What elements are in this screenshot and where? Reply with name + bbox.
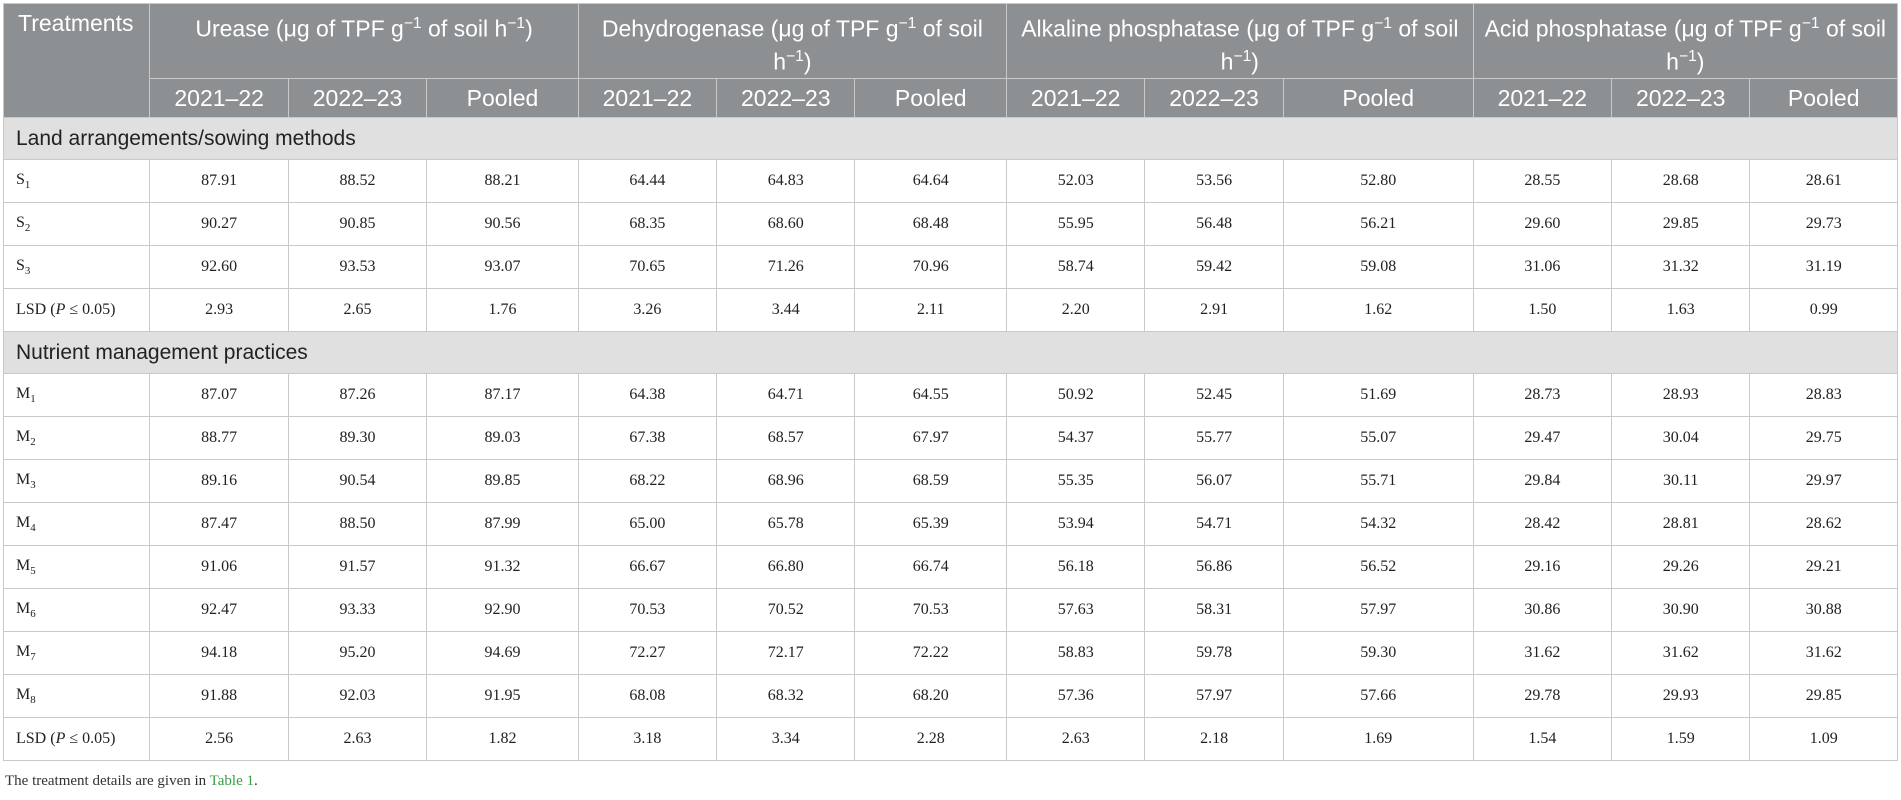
value-cell: 52.80 [1283,160,1473,203]
value-cell: 30.86 [1473,589,1611,632]
lsd-row [4,289,1898,332]
value-cell: 89.03 [427,417,579,460]
group-label-post: ) [803,48,812,75]
value-cell: 56.52 [1283,546,1473,589]
enzyme-group-header [1007,4,1474,79]
value-cell: 88.77 [150,417,288,460]
lsd-value-cell: 2.18 [1145,718,1283,761]
table-row [4,203,1898,246]
value-cell: 64.38 [578,374,716,417]
treatment-base: M [16,642,31,660]
value-cell: 55.07 [1283,417,1473,460]
year-header: 2021–22 [1007,79,1145,118]
table-row [4,460,1898,503]
value-cell: 51.69 [1283,374,1473,417]
value-cell: 68.22 [578,460,716,503]
value-cell: 56.86 [1145,546,1283,589]
value-cell: 66.80 [717,546,855,589]
group-label-mid: g of TPF g [1694,15,1802,42]
treatment-base: M [16,384,31,402]
value-cell: 28.62 [1750,503,1898,546]
value-cell: 31.62 [1612,632,1750,675]
value-cell: 28.73 [1473,374,1611,417]
lsd-value-cell: 1.69 [1283,718,1473,761]
value-cell: 72.27 [578,632,716,675]
group-label-exp2: −1 [507,15,526,32]
value-cell: 70.53 [578,589,716,632]
value-cell: 64.64 [855,160,1007,203]
section-title: Land arrangements/sowing methods [4,118,1898,160]
value-cell: 30.11 [1612,460,1750,503]
treatment-label [4,589,150,632]
value-cell: 68.96 [717,460,855,503]
treatment-base: S [16,213,25,231]
group-label-mid2: of soil h [1220,15,1459,75]
value-cell: 53.94 [1007,503,1145,546]
table-row [4,632,1898,675]
value-cell: 29.78 [1473,675,1611,718]
treatment-sub: 3 [24,265,31,278]
lsd-label-pre: LSD ( [16,730,56,747]
lsd-value-cell: 2.28 [855,718,1007,761]
treatment-sub: 4 [30,522,36,535]
value-cell: 91.57 [288,546,426,589]
lsd-label-p: P [55,730,66,747]
treatment-sub: 8 [30,694,36,707]
lsd-value-cell: 0.99 [1750,289,1898,332]
value-cell: 91.06 [150,546,288,589]
year-header: Pooled [855,79,1007,118]
value-cell: 87.91 [150,160,288,203]
value-cell: 57.36 [1007,675,1145,718]
lsd-value-cell: 2.63 [288,718,426,761]
group-label-pre: Urease ( [195,15,284,42]
table-footnote [3,773,1898,790]
treatment-label [4,160,150,203]
value-cell: 29.47 [1473,417,1611,460]
value-cell: 55.35 [1007,460,1145,503]
group-label-pre: Acid phosphatase ( [1484,15,1682,42]
treatments-header: Treatments [4,4,150,118]
value-cell: 54.32 [1283,503,1473,546]
value-cell: 66.67 [578,546,716,589]
lsd-value-cell: 1.82 [427,718,579,761]
value-cell: 58.74 [1007,246,1145,289]
value-cell: 91.95 [427,675,579,718]
footnote-text: The treatment details are given in [5,773,210,789]
value-cell: 87.17 [427,374,579,417]
value-cell: 56.07 [1145,460,1283,503]
treatment-label [4,632,150,675]
year-header: 2021–22 [1473,79,1611,118]
value-cell: 88.52 [288,160,426,203]
treatment-base: S [16,170,25,188]
group-label-mid: g of TPF g [296,15,404,42]
value-cell: 67.38 [578,417,716,460]
value-cell: 64.55 [855,374,1007,417]
value-cell: 87.47 [150,503,288,546]
value-cell: 28.93 [1612,374,1750,417]
value-cell: 29.93 [1612,675,1750,718]
enzyme-group-header [1473,4,1897,79]
value-cell: 31.06 [1473,246,1611,289]
treatment-base: S [16,256,25,274]
section-title: Nutrient management practices [4,332,1898,374]
value-cell: 65.00 [578,503,716,546]
value-cell: 65.39 [855,503,1007,546]
year-header: 2022–23 [717,79,855,118]
lsd-label-p: P [55,301,66,318]
lsd-value-cell: 1.59 [1612,718,1750,761]
lsd-label-post: ≤ 0.05) [65,730,116,747]
value-cell: 54.37 [1007,417,1145,460]
lsd-label [4,718,150,761]
lsd-value-cell: 1.50 [1473,289,1611,332]
value-cell: 29.26 [1612,546,1750,589]
group-label-post: ) [1696,48,1705,75]
group-label-post: ) [525,15,533,42]
treatment-base: M [16,470,31,488]
value-cell: 28.68 [1612,160,1750,203]
value-cell: 53.56 [1145,160,1283,203]
value-cell: 56.48 [1145,203,1283,246]
value-cell: 30.90 [1612,589,1750,632]
value-cell: 28.83 [1750,374,1898,417]
value-cell: 31.32 [1612,246,1750,289]
value-cell: 94.69 [427,632,579,675]
lsd-value-cell: 2.93 [150,289,288,332]
value-cell: 29.21 [1750,546,1898,589]
value-cell: 65.78 [717,503,855,546]
value-cell: 89.16 [150,460,288,503]
table-row [4,417,1898,460]
value-cell: 30.88 [1750,589,1898,632]
treatment-sub: 6 [30,608,36,621]
group-label-pre: Alkaline phosphatase ( [1021,15,1254,42]
lsd-label-post: ≤ 0.05) [65,301,116,318]
treatment-sub: 3 [30,479,36,492]
value-cell: 28.81 [1612,503,1750,546]
lsd-label [4,289,150,332]
lsd-value-cell: 2.65 [288,289,426,332]
year-header: Pooled [1750,79,1898,118]
treatment-label [4,203,150,246]
value-cell: 59.78 [1145,632,1283,675]
value-cell: 91.32 [427,546,579,589]
lsd-value-cell: 3.18 [578,718,716,761]
group-label-exp: −1 [898,15,917,32]
value-cell: 70.52 [717,589,855,632]
group-label-exp2: −1 [1233,47,1252,65]
value-cell: 28.42 [1473,503,1611,546]
value-cell: 90.27 [150,203,288,246]
group-label-mu: μ [1681,15,1695,42]
value-cell: 68.32 [717,675,855,718]
value-cell: 29.16 [1473,546,1611,589]
group-label-mid: g of TPF g [1267,15,1375,42]
value-cell: 70.96 [855,246,1007,289]
value-cell: 28.55 [1473,160,1611,203]
footnote-end: . [254,773,258,789]
value-cell: 29.85 [1612,203,1750,246]
lsd-row [4,718,1898,761]
year-header: Pooled [1283,79,1473,118]
value-cell: 90.56 [427,203,579,246]
year-header: 2022–23 [1145,79,1283,118]
value-cell: 68.48 [855,203,1007,246]
treatment-label [4,417,150,460]
value-cell: 88.21 [427,160,579,203]
table-row [4,589,1898,632]
value-cell: 59.30 [1283,632,1473,675]
treatment-label [4,374,150,417]
table-row [4,675,1898,718]
value-cell: 52.03 [1007,160,1145,203]
lsd-value-cell: 1.62 [1283,289,1473,332]
lsd-label-pre: LSD ( [16,301,56,318]
value-cell: 59.42 [1145,246,1283,289]
value-cell: 28.61 [1750,160,1898,203]
value-cell: 87.99 [427,503,579,546]
value-cell: 58.83 [1007,632,1145,675]
treatment-sub: 2 [30,436,36,449]
treatment-base: M [16,427,31,445]
value-cell: 72.17 [717,632,855,675]
value-cell: 88.50 [288,503,426,546]
value-cell: 64.71 [717,374,855,417]
group-label-mid2: of soil h [773,15,983,75]
group-label-mu: μ [1253,15,1268,42]
value-cell: 68.59 [855,460,1007,503]
value-cell: 93.53 [288,246,426,289]
value-cell: 64.83 [717,160,855,203]
lsd-value-cell: 2.63 [1007,718,1145,761]
lsd-value-cell: 2.20 [1007,289,1145,332]
section-row [4,118,1898,160]
table-row [4,503,1898,546]
treatment-base: M [16,599,31,617]
enzyme-group-header [578,4,1006,79]
group-label-exp: −1 [403,15,422,32]
value-cell: 31.19 [1750,246,1898,289]
value-cell: 70.53 [855,589,1007,632]
treatment-sub: 1 [30,393,36,406]
group-label-exp2: −1 [1678,47,1697,65]
lsd-value-cell: 1.63 [1612,289,1750,332]
value-cell: 87.26 [288,374,426,417]
value-cell: 68.57 [717,417,855,460]
value-cell: 55.95 [1007,203,1145,246]
table-row [4,246,1898,289]
value-cell: 31.62 [1750,632,1898,675]
treatment-sub: 7 [30,651,36,664]
group-label-post: ) [1251,48,1259,75]
value-cell: 29.85 [1750,675,1898,718]
value-cell: 91.88 [150,675,288,718]
treatment-label [4,503,150,546]
lsd-value-cell: 1.76 [427,289,579,332]
lsd-value-cell: 3.26 [578,289,716,332]
treatment-sub: 5 [30,565,36,578]
group-label-exp: −1 [1801,15,1820,32]
lsd-value-cell: 2.91 [1145,289,1283,332]
treatment-base: M [16,685,31,703]
enzyme-activity-table [3,3,1898,761]
value-cell: 54.71 [1145,503,1283,546]
value-cell: 56.21 [1283,203,1473,246]
value-cell: 58.31 [1145,589,1283,632]
value-cell: 93.33 [288,589,426,632]
year-header: 2021–22 [150,79,288,118]
value-cell: 89.30 [288,417,426,460]
value-cell: 50.92 [1007,374,1145,417]
header-row-groups [4,4,1898,79]
value-cell: 87.07 [150,374,288,417]
value-cell: 92.60 [150,246,288,289]
lsd-value-cell: 2.56 [150,718,288,761]
group-label-mid2: of soil h [1666,15,1887,75]
treatment-sub: 2 [24,222,31,235]
treatment-label [4,460,150,503]
value-cell: 57.97 [1283,589,1473,632]
treatment-label [4,546,150,589]
treatment-label [4,246,150,289]
value-cell: 90.54 [288,460,426,503]
enzyme-group-header [150,4,578,79]
group-label-mu: μ [778,15,792,42]
value-cell: 92.03 [288,675,426,718]
value-cell: 30.04 [1612,417,1750,460]
treatment-sub: 1 [24,179,31,192]
group-label-exp2: −1 [786,47,804,65]
group-label-exp: −1 [1374,15,1392,32]
value-cell: 29.97 [1750,460,1898,503]
section-row [4,332,1898,374]
value-cell: 68.20 [855,675,1007,718]
group-label-mid2: of soil h [421,15,508,42]
value-cell: 64.44 [578,160,716,203]
year-header: 2022–23 [1612,79,1750,118]
group-label-mid: g of TPF g [791,15,899,42]
treatment-base: M [16,556,31,574]
value-cell: 89.85 [427,460,579,503]
value-cell: 95.20 [288,632,426,675]
value-cell: 57.63 [1007,589,1145,632]
table-row [4,546,1898,589]
value-cell: 59.08 [1283,246,1473,289]
value-cell: 57.97 [1145,675,1283,718]
value-cell: 94.18 [150,632,288,675]
value-cell: 70.65 [578,246,716,289]
table-row [4,160,1898,203]
value-cell: 90.85 [288,203,426,246]
year-header: 2022–23 [288,79,426,118]
value-cell: 55.77 [1145,417,1283,460]
value-cell: 29.60 [1473,203,1611,246]
value-cell: 72.22 [855,632,1007,675]
treatment-base: M [16,513,31,531]
value-cell: 52.45 [1145,374,1283,417]
value-cell: 29.73 [1750,203,1898,246]
year-header: 2021–22 [578,79,716,118]
lsd-value-cell: 3.44 [717,289,855,332]
value-cell: 92.90 [427,589,579,632]
lsd-value-cell: 3.34 [717,718,855,761]
group-label-mu: μ [283,15,297,42]
value-cell: 93.07 [427,246,579,289]
lsd-value-cell: 2.11 [855,289,1007,332]
value-cell: 29.75 [1750,417,1898,460]
value-cell: 31.62 [1473,632,1611,675]
lsd-value-cell: 1.09 [1750,718,1898,761]
value-cell: 29.84 [1473,460,1611,503]
value-cell: 68.60 [717,203,855,246]
value-cell: 68.08 [578,675,716,718]
value-cell: 67.97 [855,417,1007,460]
value-cell: 56.18 [1007,546,1145,589]
header-row-years [4,79,1898,118]
value-cell: 71.26 [717,246,855,289]
group-label-pre: Dehydrogenase ( [601,15,779,42]
value-cell: 55.71 [1283,460,1473,503]
treatment-label [4,675,150,718]
value-cell: 68.35 [578,203,716,246]
table-row [4,374,1898,417]
lsd-value-cell: 1.54 [1473,718,1611,761]
year-header: Pooled [427,79,579,118]
value-cell: 57.66 [1283,675,1473,718]
value-cell: 66.74 [855,546,1007,589]
table-1-link[interactable]: Table 1 [209,773,255,789]
value-cell: 92.47 [150,589,288,632]
